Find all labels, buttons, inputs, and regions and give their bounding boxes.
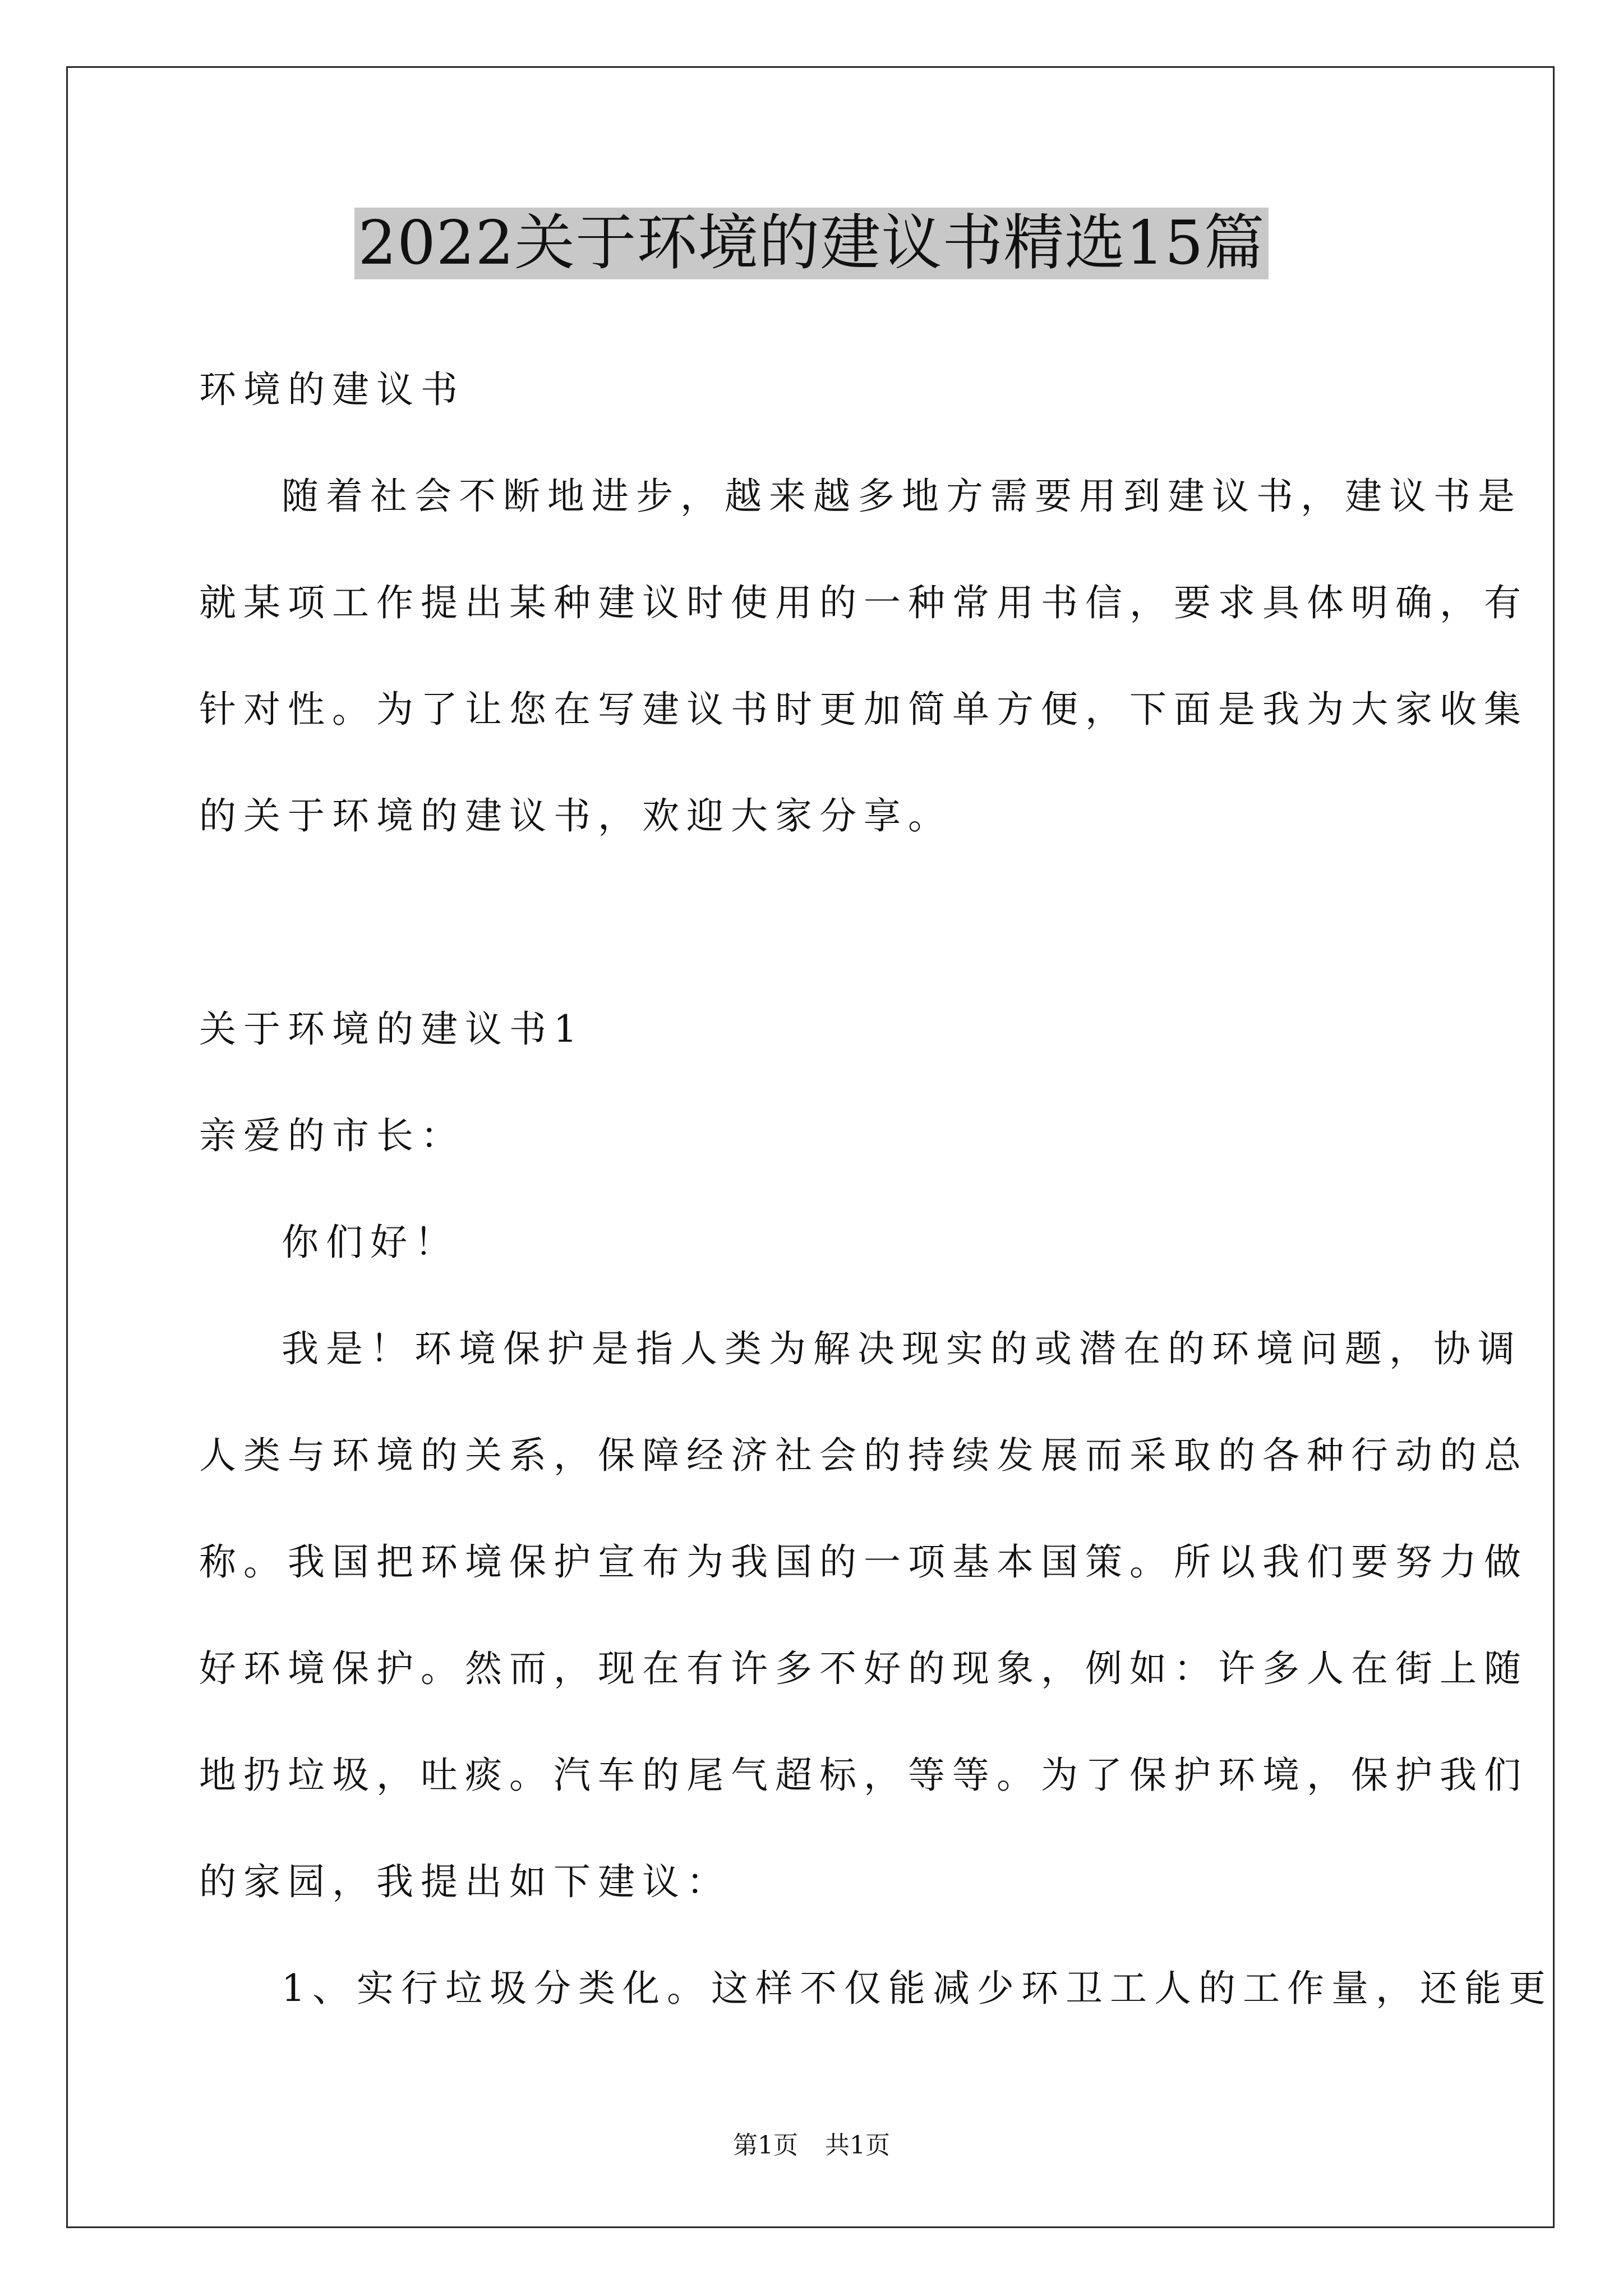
text-line: 地扔垃圾，吐痰。汽车的尾气超标，等等。为了保护环境，保护我们 [199,1754,1528,1797]
text-line: 好环境保护。然而，现在有许多不好的现象，例如：许多人在街上随 [199,1647,1528,1690]
text-line: 我是！环境保护是指人类为解决现实的或潜在的环境问题，协调 [282,1327,1522,1370]
text-line: 人类与环境的关系，保障经济社会的持续发展而采取的各种行动的总 [199,1434,1528,1477]
text-line: 1、实行垃圾分类化。这样不仅能减少环卫工人的工作量，还能更 [282,1967,1553,2010]
blank-line [199,869,1433,976]
text-line: 称。我国把环境保护宣布为我国的一项基本国策。所以我们要努力做 [199,1540,1528,1584]
text-line: 环境的建议书 [199,368,465,411]
page-number: 第1页 [733,2131,798,2160]
title-container [0,208,1623,279]
text-line: 你们好！ [282,1221,459,1264]
text-line: 的关于环境的建议书，欢迎大家分享。 [199,794,952,838]
text-line: 的家园，我提出如下建议： [199,1860,731,1903]
text-line: 随着社会不断地进步，越来越多地方需要用到建议书，建议书是 [282,475,1522,518]
text-line: 针对性。为了让您在写建议书时更加简单方便，下面是我为大家收集 [199,688,1528,731]
text-line: 关于环境的建议书1 [199,1007,584,1051]
text-line: 就某项工作提出某种建议时使用的一种常用书信，要求具体明确，有 [199,581,1528,624]
text-line: 亲爱的市长： [199,1114,465,1157]
page-total: 共1页 [825,2131,890,2160]
document-body [199,337,1553,2042]
page-footer [0,2129,1623,2162]
document-title: 2022关于环境的建议书精选15篇 [354,208,1268,279]
